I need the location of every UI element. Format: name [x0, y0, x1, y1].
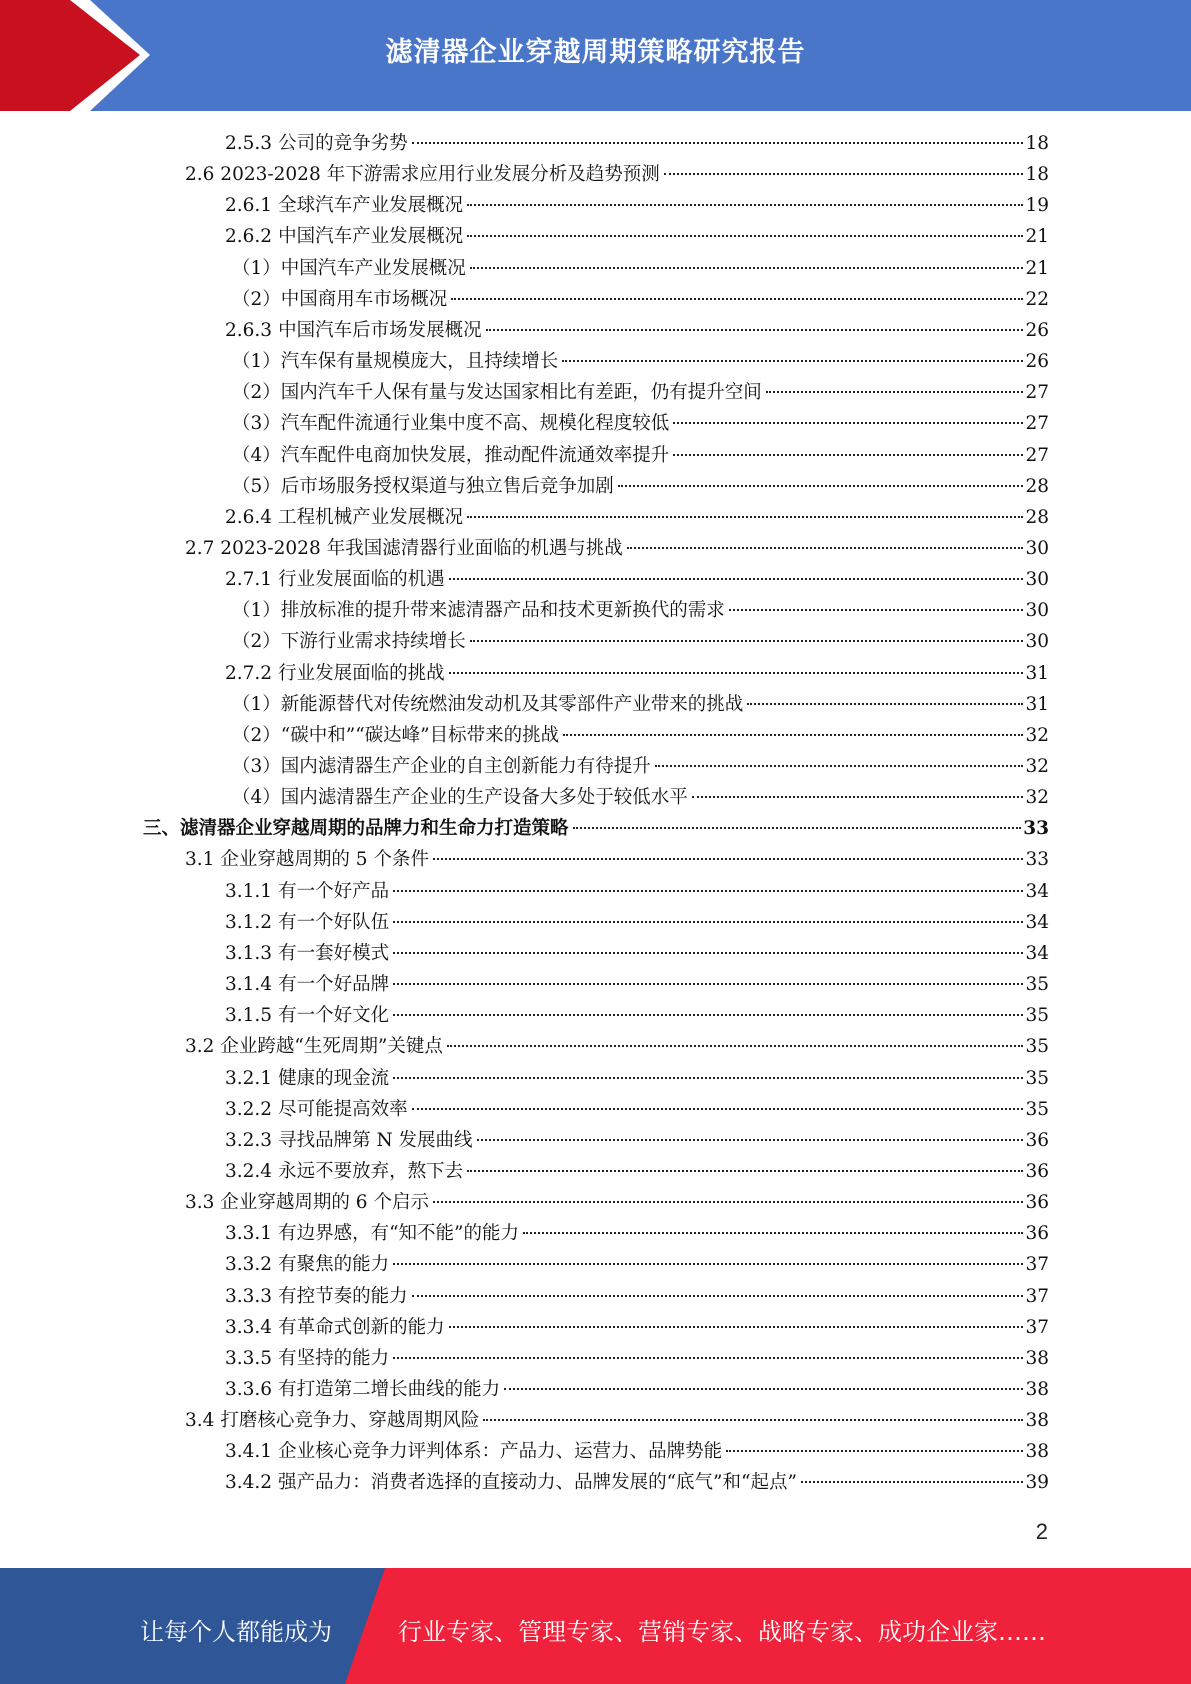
toc-dot-leader: [504, 1388, 1023, 1390]
toc-entry-page: 27: [1025, 444, 1049, 466]
toc-entry[interactable]: [225, 502, 1049, 533]
toc-dot-leader: [393, 1014, 1023, 1016]
toc-dot-leader: [563, 734, 1023, 736]
toc-entry-number: 3.1: [185, 849, 215, 871]
toc-entry-title: 汽车配件电商加快发展，推动配件流通效率提升: [280, 444, 670, 466]
toc-dot-leader: [655, 765, 1024, 767]
toc-entry-title: 中国汽车后市场发展概况: [278, 319, 482, 341]
toc-entry[interactable]: [185, 1405, 1049, 1436]
toc-entry[interactable]: [225, 1436, 1049, 1467]
toc-entry-page: 38: [1025, 1410, 1049, 1432]
toc-entry-page: 31: [1025, 693, 1049, 715]
toc-entry-title: 年我国滤清器行业面临的机遇与挑战: [326, 537, 623, 559]
toc-entry[interactable]: [232, 253, 1049, 284]
toc-dot-leader: [433, 858, 1023, 860]
toc-entry-page: 35: [1025, 1067, 1049, 1089]
toc-dot-leader: [673, 422, 1023, 424]
toc-entry-page: 30: [1025, 631, 1049, 653]
toc-entry-number: 3.2.3: [225, 1129, 273, 1151]
toc-dot-leader: [449, 1326, 1024, 1328]
toc-entry[interactable]: [225, 1000, 1049, 1031]
toc-dot-leader: [523, 1232, 1023, 1234]
toc-entry-number: 3.1.5: [225, 1005, 273, 1027]
toc-entry-title: 有革命式创新的能力: [278, 1316, 445, 1338]
toc-entry-number: 3.3.6: [225, 1379, 273, 1400]
toc-entry-title: 有一个好文化: [278, 1005, 390, 1027]
toc-dot-leader: [801, 1481, 1024, 1483]
toc-entry-page: 37: [1025, 1254, 1049, 1276]
toc-entry-title: 汽车配件流通行业集中度不高、规模化程度较低: [280, 413, 670, 435]
toc-entry-page: 22: [1025, 288, 1049, 310]
toc-entry-page: 35: [1025, 974, 1049, 996]
toc-entry-page: 30: [1025, 600, 1049, 622]
toc-dot-leader: [393, 1357, 1023, 1359]
toc-entry-page: 19: [1025, 195, 1049, 217]
toc-entry-number: 3.1.2: [225, 911, 273, 933]
toc-dot-leader: [393, 921, 1023, 923]
toc-dot-leader: [467, 516, 1023, 518]
toc-entry-number: （5）: [232, 475, 281, 497]
footer-slogan-left: 让每个人都能成为: [140, 1618, 332, 1646]
toc-entry[interactable]: [225, 658, 1049, 689]
toc-entry-page: 28: [1025, 475, 1049, 497]
toc-entry-title: 国内滤清器生产企业的生产设备大多处于较低水平: [280, 787, 688, 809]
toc-entry-page: 35: [1025, 1036, 1049, 1058]
toc-entry[interactable]: [225, 1218, 1049, 1249]
toc-entry[interactable]: [225, 221, 1049, 252]
toc-dot-leader: [447, 1045, 1024, 1047]
toc-entry-number: （2）: [232, 724, 281, 746]
toc-entry-title: 寻找品牌第 N 发展曲线: [278, 1129, 473, 1151]
toc-entry-title: 企业穿越周期的 6 个启示: [220, 1192, 429, 1214]
toc-entry[interactable]: [225, 128, 1049, 159]
toc-entry-page: 30: [1025, 569, 1049, 591]
toc-entry-page: 36: [1025, 1129, 1049, 1151]
toc-entry-page: 34: [1025, 911, 1049, 933]
toc-dot-leader: [618, 485, 1024, 487]
toc-entry-page: 34: [1025, 942, 1049, 964]
toc-entry-title: 有控节奏的能力: [278, 1285, 408, 1307]
toc-dot-leader: [412, 142, 1024, 144]
toc-entry[interactable]: [225, 1312, 1049, 1343]
toc-entry-title: 下游行业需求持续增长: [280, 631, 466, 653]
toc-entry[interactable]: [225, 1343, 1049, 1374]
toc-entry-number: 3.3.1: [225, 1223, 273, 1245]
toc-dot-leader: [673, 454, 1023, 456]
toc-entry-page: 18: [1025, 133, 1049, 154]
toc-entry-number: （1）: [232, 351, 281, 373]
toc-entry-page: 36: [1025, 1192, 1049, 1214]
toc-entry-number: （1）: [232, 257, 281, 279]
toc-entry-page: 27: [1025, 382, 1049, 404]
toc-dot-leader: [412, 1295, 1024, 1297]
toc-dot-leader: [467, 235, 1023, 237]
toc-dot-leader: [729, 609, 1024, 611]
toc-entry-title: 行业发展面临的机遇: [278, 569, 445, 591]
toc-entry-page: 38: [1025, 1441, 1049, 1463]
toc-entry[interactable]: [185, 1187, 1049, 1218]
toc-entry-page: 35: [1025, 1005, 1049, 1027]
toc-entry[interactable]: [232, 720, 1049, 751]
page-footer: [0, 1568, 1191, 1684]
toc-entry-title: 有一个好产品: [278, 880, 390, 902]
toc-entry-title: 有一个好品牌: [278, 974, 390, 996]
toc-entry-page: 27: [1025, 413, 1049, 435]
toc-dot-leader: [486, 329, 1024, 331]
toc-entry[interactable]: [232, 346, 1049, 377]
toc-entry-number: 2.7.1: [225, 569, 273, 591]
toc-entry-page: 26: [1025, 319, 1049, 341]
toc-entry-number: 3.2.4: [225, 1160, 273, 1182]
toc-entry-number: 3.3.5: [225, 1347, 273, 1369]
toc-entry[interactable]: [232, 626, 1049, 657]
toc-entry-page: 21: [1025, 257, 1049, 279]
toc-entry-title: 打磨核心竞争力、穿越周期风险: [220, 1410, 480, 1432]
toc-entry-number: （1）: [232, 600, 281, 622]
toc-entry-title: 滤清器企业穿越周期的品牌力和生命力打造策略: [180, 818, 569, 840]
toc-dot-leader: [449, 672, 1024, 674]
toc-entry-title: 企业穿越周期的 5 个条件: [220, 849, 429, 871]
toc-entry-title: 公司的竞争劣势: [278, 133, 408, 154]
toc-entry[interactable]: [232, 782, 1049, 813]
toc-entry-title: 行业发展面临的挑战: [278, 662, 445, 684]
toc-entry-number: 2.6.3: [225, 319, 273, 341]
toc-entry[interactable]: [225, 938, 1049, 969]
toc-entry[interactable]: [185, 844, 1049, 875]
toc-entry-page: 39: [1025, 1472, 1049, 1494]
toc-dot-leader: [477, 1139, 1024, 1141]
toc-entry-title: 新能源替代对传统燃油发动机及其零部件产业带来的挑战: [280, 693, 744, 715]
toc-entry-number: 2.6 2023-2028: [185, 164, 321, 186]
toc-entry[interactable]: [232, 284, 1049, 315]
toc-entry-number: 2.7.2: [225, 662, 273, 684]
toc-entry-title: “碳中和”“碳达峰”目标带来的挑战: [280, 724, 560, 746]
toc-entry[interactable]: [185, 533, 1049, 564]
toc-entry-title: 排放标准的提升带来滤清器产品和技术更新换代的需求: [280, 600, 725, 622]
toc-entry-title: 健康的现金流: [278, 1067, 390, 1089]
toc-entry-number: 3.1.3: [225, 942, 273, 964]
toc-entry-number: 3.2.2: [225, 1098, 273, 1120]
toc-entry-number: 2.6.1: [225, 195, 273, 217]
toc-entry[interactable]: [225, 1467, 1049, 1498]
toc-dot-leader: [627, 547, 1024, 549]
toc-entry-number: 3.1.1: [225, 880, 273, 902]
toc-entry[interactable]: [185, 1031, 1049, 1062]
toc-entry[interactable]: [232, 595, 1049, 626]
toc-entry-number: （3）: [232, 756, 281, 777]
toc-entry-title: 年下游需求应用行业发展分析及趋势预测: [326, 164, 660, 186]
toc-entry-page: 33: [1025, 849, 1049, 871]
toc-dot-leader: [449, 578, 1024, 580]
toc-entry-title: 汽车保有量规模庞大，且持续增长: [280, 351, 559, 373]
toc-entry-title: 国内滤清器生产企业的自主创新能力有待提升: [280, 756, 651, 777]
toc-entry-page: 38: [1025, 1379, 1049, 1400]
toc-entry[interactable]: [225, 1374, 1049, 1405]
toc-entry-number: 3.2: [185, 1036, 215, 1058]
toc-entry-page: 26: [1025, 351, 1049, 373]
toc-entry-number: 2.5.3: [225, 133, 273, 154]
toc-entry-page: 28: [1025, 506, 1049, 528]
toc-dot-leader: [692, 796, 1024, 798]
toc-entry-page: 18: [1025, 164, 1049, 186]
toc-entry-title: 有坚持的能力: [278, 1347, 390, 1369]
toc-entry[interactable]: [232, 689, 1049, 720]
toc-entry-page: 37: [1025, 1285, 1049, 1307]
toc-dot-leader: [412, 1108, 1024, 1110]
toc-entry[interactable]: [225, 1156, 1049, 1187]
toc-entry-number: （4）: [232, 787, 281, 809]
toc-entry-number: 3.3.4: [225, 1316, 273, 1338]
toc-entry[interactable]: [225, 1125, 1049, 1156]
toc-dot-leader: [467, 1170, 1023, 1172]
toc-entry-number: 2.7 2023-2028: [185, 537, 321, 559]
toc-entry[interactable]: [225, 876, 1049, 907]
toc-entry-number: 3.4.1: [225, 1441, 273, 1463]
toc-entry-number: 3.3.2: [225, 1254, 273, 1276]
toc-entry-number: （2）: [232, 288, 281, 310]
toc-entry-page: 31: [1025, 662, 1049, 684]
toc-entry-number: 3.3.3: [225, 1285, 273, 1307]
toc-entry[interactable]: [232, 377, 1049, 408]
toc-entry-number: （1）: [232, 693, 281, 715]
toc-entry[interactable]: [225, 1281, 1049, 1312]
toc-entry[interactable]: [232, 440, 1049, 471]
toc-dot-leader: [433, 1201, 1023, 1203]
toc-dot-leader: [562, 360, 1023, 362]
toc-entry-page: 35: [1025, 1098, 1049, 1120]
toc-entry[interactable]: [232, 471, 1049, 502]
toc-entry[interactable]: [232, 751, 1049, 782]
toc-entry-title: 强产品力：消费者选择的直接动力、品牌发展的“底气”和“起点”: [278, 1472, 797, 1494]
toc-entry[interactable]: [225, 190, 1049, 221]
toc-dot-leader: [393, 952, 1023, 954]
toc-entry-title: 有边界感，有“知不能”的能力: [278, 1223, 519, 1245]
toc-entry-page: 33: [1023, 818, 1049, 840]
toc-entry-title: 有聚焦的能力: [278, 1254, 390, 1276]
toc-dot-leader: [747, 703, 1023, 705]
toc-dot-leader: [467, 204, 1023, 206]
toc-entry[interactable]: [225, 1249, 1049, 1280]
toc-entry-page: 32: [1025, 787, 1049, 809]
toc-entry-number: （2）: [232, 631, 281, 653]
footer-slogan-right: 行业专家、管理专家、营销专家、战略专家、成功企业家……: [398, 1618, 1046, 1646]
toc-entry-number: 3.2.1: [225, 1067, 273, 1089]
toc-entry-title: 企业核心竞争力评判体系：产品力、运营力、品牌势能: [278, 1441, 723, 1463]
toc-entry-number: 三、: [143, 818, 181, 840]
toc-entry[interactable]: [185, 159, 1049, 190]
toc-entry-number: 3.4.2: [225, 1472, 273, 1494]
toc-entry-title: 有打造第二增长曲线的能力: [278, 1379, 501, 1400]
toc-entry-page: 30: [1025, 537, 1049, 559]
toc-entry[interactable]: [225, 1063, 1049, 1094]
toc-entry-page: 38: [1025, 1347, 1049, 1369]
toc-entry-number: 3.4: [185, 1410, 215, 1432]
toc-entry-page: 36: [1025, 1223, 1049, 1245]
toc-dot-leader: [470, 640, 1024, 642]
toc-entry-page: 37: [1025, 1316, 1049, 1338]
toc-entry-title: 尽可能提高效率: [278, 1098, 408, 1120]
toc-entry[interactable]: [225, 315, 1049, 346]
toc-dot-leader: [573, 827, 1022, 829]
toc-entry-title: 有一套好模式: [278, 942, 390, 964]
toc-entry-page: 21: [1025, 226, 1049, 248]
toc-dot-leader: [664, 173, 1024, 175]
toc-entry-title: 后市场服务授权渠道与独立售后竞争加剧: [280, 475, 614, 497]
toc-entry-number: 3.3: [185, 1192, 215, 1214]
toc-dot-leader: [766, 391, 1024, 393]
toc-entry-page: 36: [1025, 1160, 1049, 1182]
toc-entry-title: 有一个好队伍: [278, 911, 390, 933]
toc-entry-title: 永远不要放弃，熬下去: [278, 1160, 464, 1182]
toc-entry-number: 3.1.4: [225, 974, 273, 996]
toc-entry[interactable]: [225, 1094, 1049, 1125]
page-header: [0, 0, 1191, 111]
toc-entry-title: 企业跨越“生死周期”关键点: [220, 1036, 443, 1058]
toc-entry-page: 32: [1025, 756, 1049, 777]
toc-entry-title: 全球汽车产业发展概况: [278, 195, 464, 217]
toc-entry[interactable]: [143, 813, 1049, 844]
toc-dot-leader: [483, 1419, 1023, 1421]
page-number: 2: [1035, 1519, 1048, 1544]
toc-entry-number: （4）: [232, 444, 281, 466]
toc-entry-title: 中国汽车产业发展概况: [280, 257, 466, 279]
toc-entry-number: 2.6.4: [225, 506, 273, 528]
toc-entry-number: （2）: [232, 382, 281, 404]
toc-entry-title: 中国商用车市场概况: [280, 288, 448, 310]
toc-entry[interactable]: [232, 408, 1049, 439]
toc-entry-page: 34: [1025, 880, 1049, 902]
toc-entry-title: 工程机械产业发展概况: [278, 506, 464, 528]
toc-dot-leader: [393, 890, 1023, 892]
toc-dot-leader: [393, 983, 1023, 985]
toc-dot-leader: [393, 1077, 1023, 1079]
toc-entry-number: （3）: [232, 413, 281, 435]
toc-entry-title: 国内汽车千人保有量与发达国家相比有差距，仍有提升空间: [280, 382, 762, 404]
toc-entry-number: 2.6.2: [225, 226, 273, 248]
toc-dot-leader: [726, 1450, 1023, 1452]
report-title: 滤清器企业穿越周期策略研究报告: [385, 37, 806, 68]
toc-entry-title: 中国汽车产业发展概况: [278, 226, 464, 248]
toc-entry[interactable]: [225, 969, 1049, 1000]
toc-dot-leader: [451, 298, 1023, 300]
toc-entry[interactable]: [225, 564, 1049, 595]
toc-entry-page: 32: [1025, 724, 1049, 746]
toc-dot-leader: [393, 1263, 1023, 1265]
toc-dot-leader: [470, 267, 1024, 269]
toc-entry[interactable]: [225, 907, 1049, 938]
